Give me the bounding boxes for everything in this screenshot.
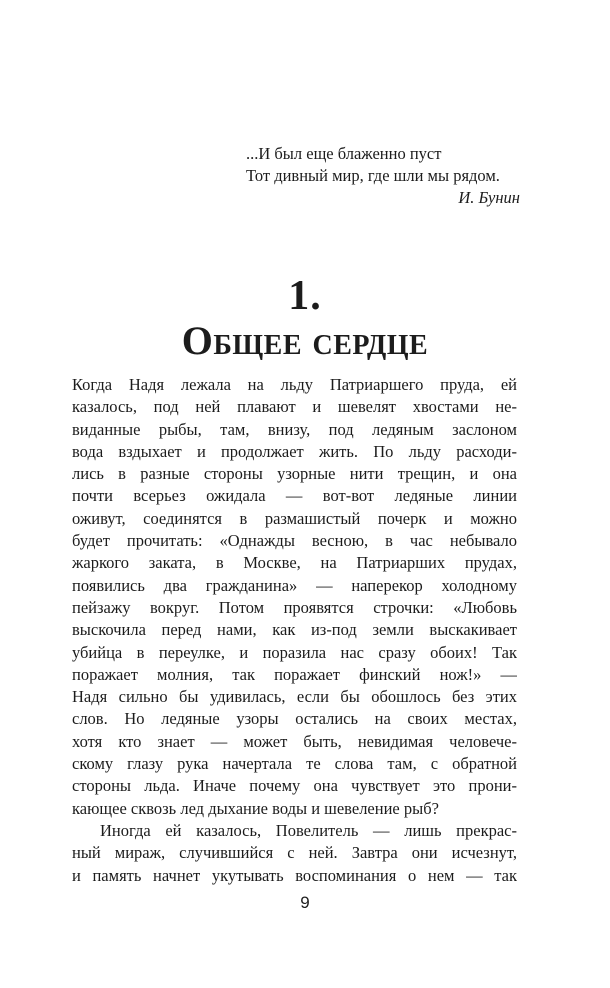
text-line: оживут, соединятся в размашистый почерк и можно — [72, 508, 517, 528]
paragraph-1 — [72, 374, 517, 820]
chapter-title: Общее сердце — [181, 318, 429, 363]
text-line: убийца в переулке, и поразила нас сразу обоих! Так — [72, 642, 517, 662]
text-line: слов. Но ледяные узоры остались на своих местах, — [72, 709, 517, 729]
text-line: стороны льда. Иначе почему она чувствует это прони- — [72, 776, 517, 796]
text-line: почти всерьез ожидала — вот-вот ледяные линии — [72, 486, 517, 506]
text-line: Иногда ей казалось, Повелитель — лишь прекрас- — [100, 820, 517, 840]
text-line: скому глазу рука начертала те слова там, с обратной — [72, 754, 517, 774]
text-line: хотя кто знает — может быть, невидимая человече- — [72, 731, 517, 751]
epigraph — [246, 143, 536, 209]
text-line: будет прочитать: «Однажды весною, в час небывало — [72, 531, 517, 551]
body-text — [72, 374, 517, 887]
text-line: выскочила перед нами, как из-под земли выскакивает — [72, 620, 517, 640]
epigraph-author: И. Бунин — [458, 188, 520, 207]
text-line: казалось, под ней плавают и шевелят хвостами не- — [72, 397, 517, 417]
page-number: 9 — [300, 893, 310, 912]
epigraph-line-2: Тот дивный мир, где шли мы рядом. — [246, 166, 500, 185]
text-line: виданные рыбы, там, внизу, под ледяным заслоном — [72, 419, 517, 439]
text-line: Когда Надя лежала на льду Патриаршего пруда, ей — [72, 375, 517, 394]
epigraph-line-1: ...И был еще блаженно пуст — [246, 144, 442, 163]
text-line: ный мираж, случившийся с ней. Завтра они исчезнут, — [72, 843, 517, 863]
text-line: вода вздыхает и продолжает жить. По льду расходи- — [72, 441, 517, 461]
text-line: Надя сильно бы удивилась, если бы обошлось без этих — [72, 687, 517, 707]
chapter-number: 1. — [288, 273, 322, 319]
text-line: и память начнет укутывать воспоминания о нем — так — [72, 865, 517, 885]
text-line: жаркого заката, в Москве, на Патриарших прудах, — [72, 553, 517, 573]
text-line: кающее сквозь лед дыхание воды и шевеление рыб? — [72, 798, 439, 818]
text-line: появились два гражданина» — наперекор холодному — [72, 575, 517, 595]
paragraph-2 — [72, 820, 517, 887]
text-line: пейзажу вокруг. Потом проявятся строчки: «Любовь — [72, 597, 517, 617]
text-line: лись в разные стороны узорные нити трещин, и она — [72, 464, 517, 484]
text-line: поражает молния, так поражает финский нож!» — — [72, 664, 517, 684]
